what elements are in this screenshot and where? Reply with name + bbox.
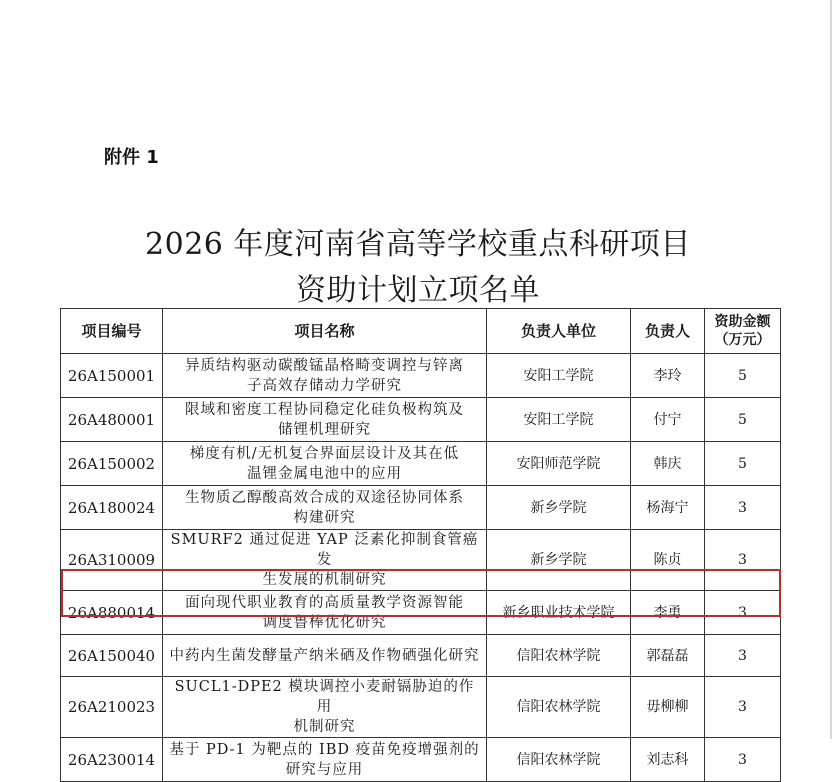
cell-code: 26A310009 bbox=[61, 530, 163, 591]
cell-name bbox=[163, 486, 487, 530]
table-row bbox=[61, 486, 781, 530]
cell-amount: 3 bbox=[705, 530, 781, 591]
cell-name-line1: 限域和密度工程协同稳定化硅负极构筑及 bbox=[185, 401, 464, 418]
cell-name bbox=[163, 738, 487, 782]
cell-code: 26A210023 bbox=[61, 677, 163, 738]
cell-leader: 李勇 bbox=[631, 591, 705, 635]
cell-name-line1: 基于 PD-1 为靶点的 IBD 疫苗免疫增强剂的 bbox=[169, 741, 480, 758]
cell-name-line1: SMURF2 通过促进 YAP 泛素化抑制食管癌发 bbox=[170, 532, 479, 568]
cell-amount: 3 bbox=[705, 635, 781, 677]
cell-name bbox=[163, 677, 487, 738]
document-title-line1: 2026 年度河南省高等学校重点科研项目 bbox=[145, 227, 691, 262]
cell-code: 26A150040 bbox=[61, 635, 163, 677]
table-row-highlighted bbox=[61, 591, 781, 635]
cell-amount: 3 bbox=[705, 591, 781, 635]
header-unit: 负责人单位 bbox=[487, 309, 631, 354]
cell-amount: 3 bbox=[705, 486, 781, 530]
cell-name bbox=[163, 442, 487, 486]
cell-code: 26A180024 bbox=[61, 486, 163, 530]
cell-amount: 5 bbox=[705, 354, 781, 398]
table-row bbox=[61, 354, 781, 398]
cell-name-line2: 子高效存储动力学研究 bbox=[247, 377, 402, 394]
cell-name-line1: 梯度有机/无机复合界面层设计及其在低 bbox=[189, 445, 460, 462]
cell-code: 26A150001 bbox=[61, 354, 163, 398]
cell-name-line2: 构建研究 bbox=[293, 509, 356, 526]
cell-leader: 毋柳柳 bbox=[631, 677, 705, 738]
cell-leader: 郭磊磊 bbox=[631, 635, 705, 677]
cell-name-line1: SUCL1-DPE2 模块调控小麦耐镉胁迫的作用 bbox=[174, 679, 475, 715]
header-amount-line1: 资助金额 bbox=[714, 314, 771, 330]
document-title-line2: 资助计划立项名单 bbox=[296, 273, 540, 308]
cell-name-line1: 中药内生菌发酵量产纳米硒及作物硒强化研究 bbox=[169, 647, 480, 664]
cell-name bbox=[163, 530, 487, 591]
cell-unit: 安阳师范学院 bbox=[487, 442, 631, 486]
cell-unit: 新乡学院 bbox=[487, 530, 631, 591]
cell-name-line2: 生发展的机制研究 bbox=[262, 572, 387, 588]
header-code: 项目编号 bbox=[61, 309, 163, 354]
cell-name-line2: 机制研究 bbox=[293, 719, 356, 735]
cell-unit: 信阳农林学院 bbox=[487, 677, 631, 738]
cell-leader: 付宁 bbox=[631, 398, 705, 442]
cell-leader: 李玲 bbox=[631, 354, 705, 398]
cell-amount: 5 bbox=[705, 442, 781, 486]
cell-amount: 3 bbox=[705, 738, 781, 782]
cell-leader: 韩庆 bbox=[631, 442, 705, 486]
cell-name-line2: 温锂金属电池中的应用 bbox=[247, 465, 402, 482]
cell-unit: 安阳工学院 bbox=[487, 398, 631, 442]
cell-unit: 信阳农林学院 bbox=[487, 635, 631, 677]
header-name: 项目名称 bbox=[163, 309, 487, 354]
cell-name-line1: 面向现代职业教育的高质量教学资源智能 bbox=[185, 594, 464, 611]
table-header-row bbox=[61, 309, 781, 354]
cell-leader: 杨海宁 bbox=[631, 486, 705, 530]
cell-code: 26A480001 bbox=[61, 398, 163, 442]
cell-name bbox=[163, 591, 487, 635]
cell-unit: 新乡职业技术学院 bbox=[487, 591, 631, 635]
table-row bbox=[61, 442, 781, 486]
cell-code: 26A150002 bbox=[61, 442, 163, 486]
table-row bbox=[61, 738, 781, 782]
header-leader: 负责人 bbox=[631, 309, 705, 354]
header-amount bbox=[705, 309, 781, 354]
cell-unit: 安阳工学院 bbox=[487, 354, 631, 398]
cell-code: 26A230014 bbox=[61, 738, 163, 782]
cell-name-line2: 调度鲁棒优化研究 bbox=[262, 614, 387, 631]
cell-name bbox=[163, 635, 487, 677]
table-row bbox=[61, 398, 781, 442]
table-row bbox=[61, 677, 781, 738]
cell-name bbox=[163, 398, 487, 442]
cell-leader: 陈贞 bbox=[631, 530, 705, 591]
cell-amount: 5 bbox=[705, 398, 781, 442]
attachment-label: 附件 1 bbox=[104, 147, 159, 168]
cell-amount: 3 bbox=[705, 677, 781, 738]
header-amount-line2: （万元） bbox=[714, 332, 771, 348]
cell-name bbox=[163, 354, 487, 398]
cell-code: 26A880014 bbox=[61, 591, 163, 635]
cell-name-line1: 异质结构驱动碳酸锰晶格畸变调控与锌离 bbox=[185, 357, 464, 374]
project-table bbox=[60, 308, 781, 782]
table-row bbox=[61, 635, 781, 677]
cell-unit: 新乡学院 bbox=[487, 486, 631, 530]
table-row bbox=[61, 530, 781, 591]
cell-name-line2: 研究与应用 bbox=[285, 761, 364, 778]
cell-unit: 信阳农林学院 bbox=[487, 738, 631, 782]
cell-leader: 刘志科 bbox=[631, 738, 705, 782]
cell-name-line1: 生物质乙醇酸高效合成的双途径协同体系 bbox=[185, 489, 464, 506]
cell-name-line2: 储锂机理研究 bbox=[278, 421, 371, 438]
